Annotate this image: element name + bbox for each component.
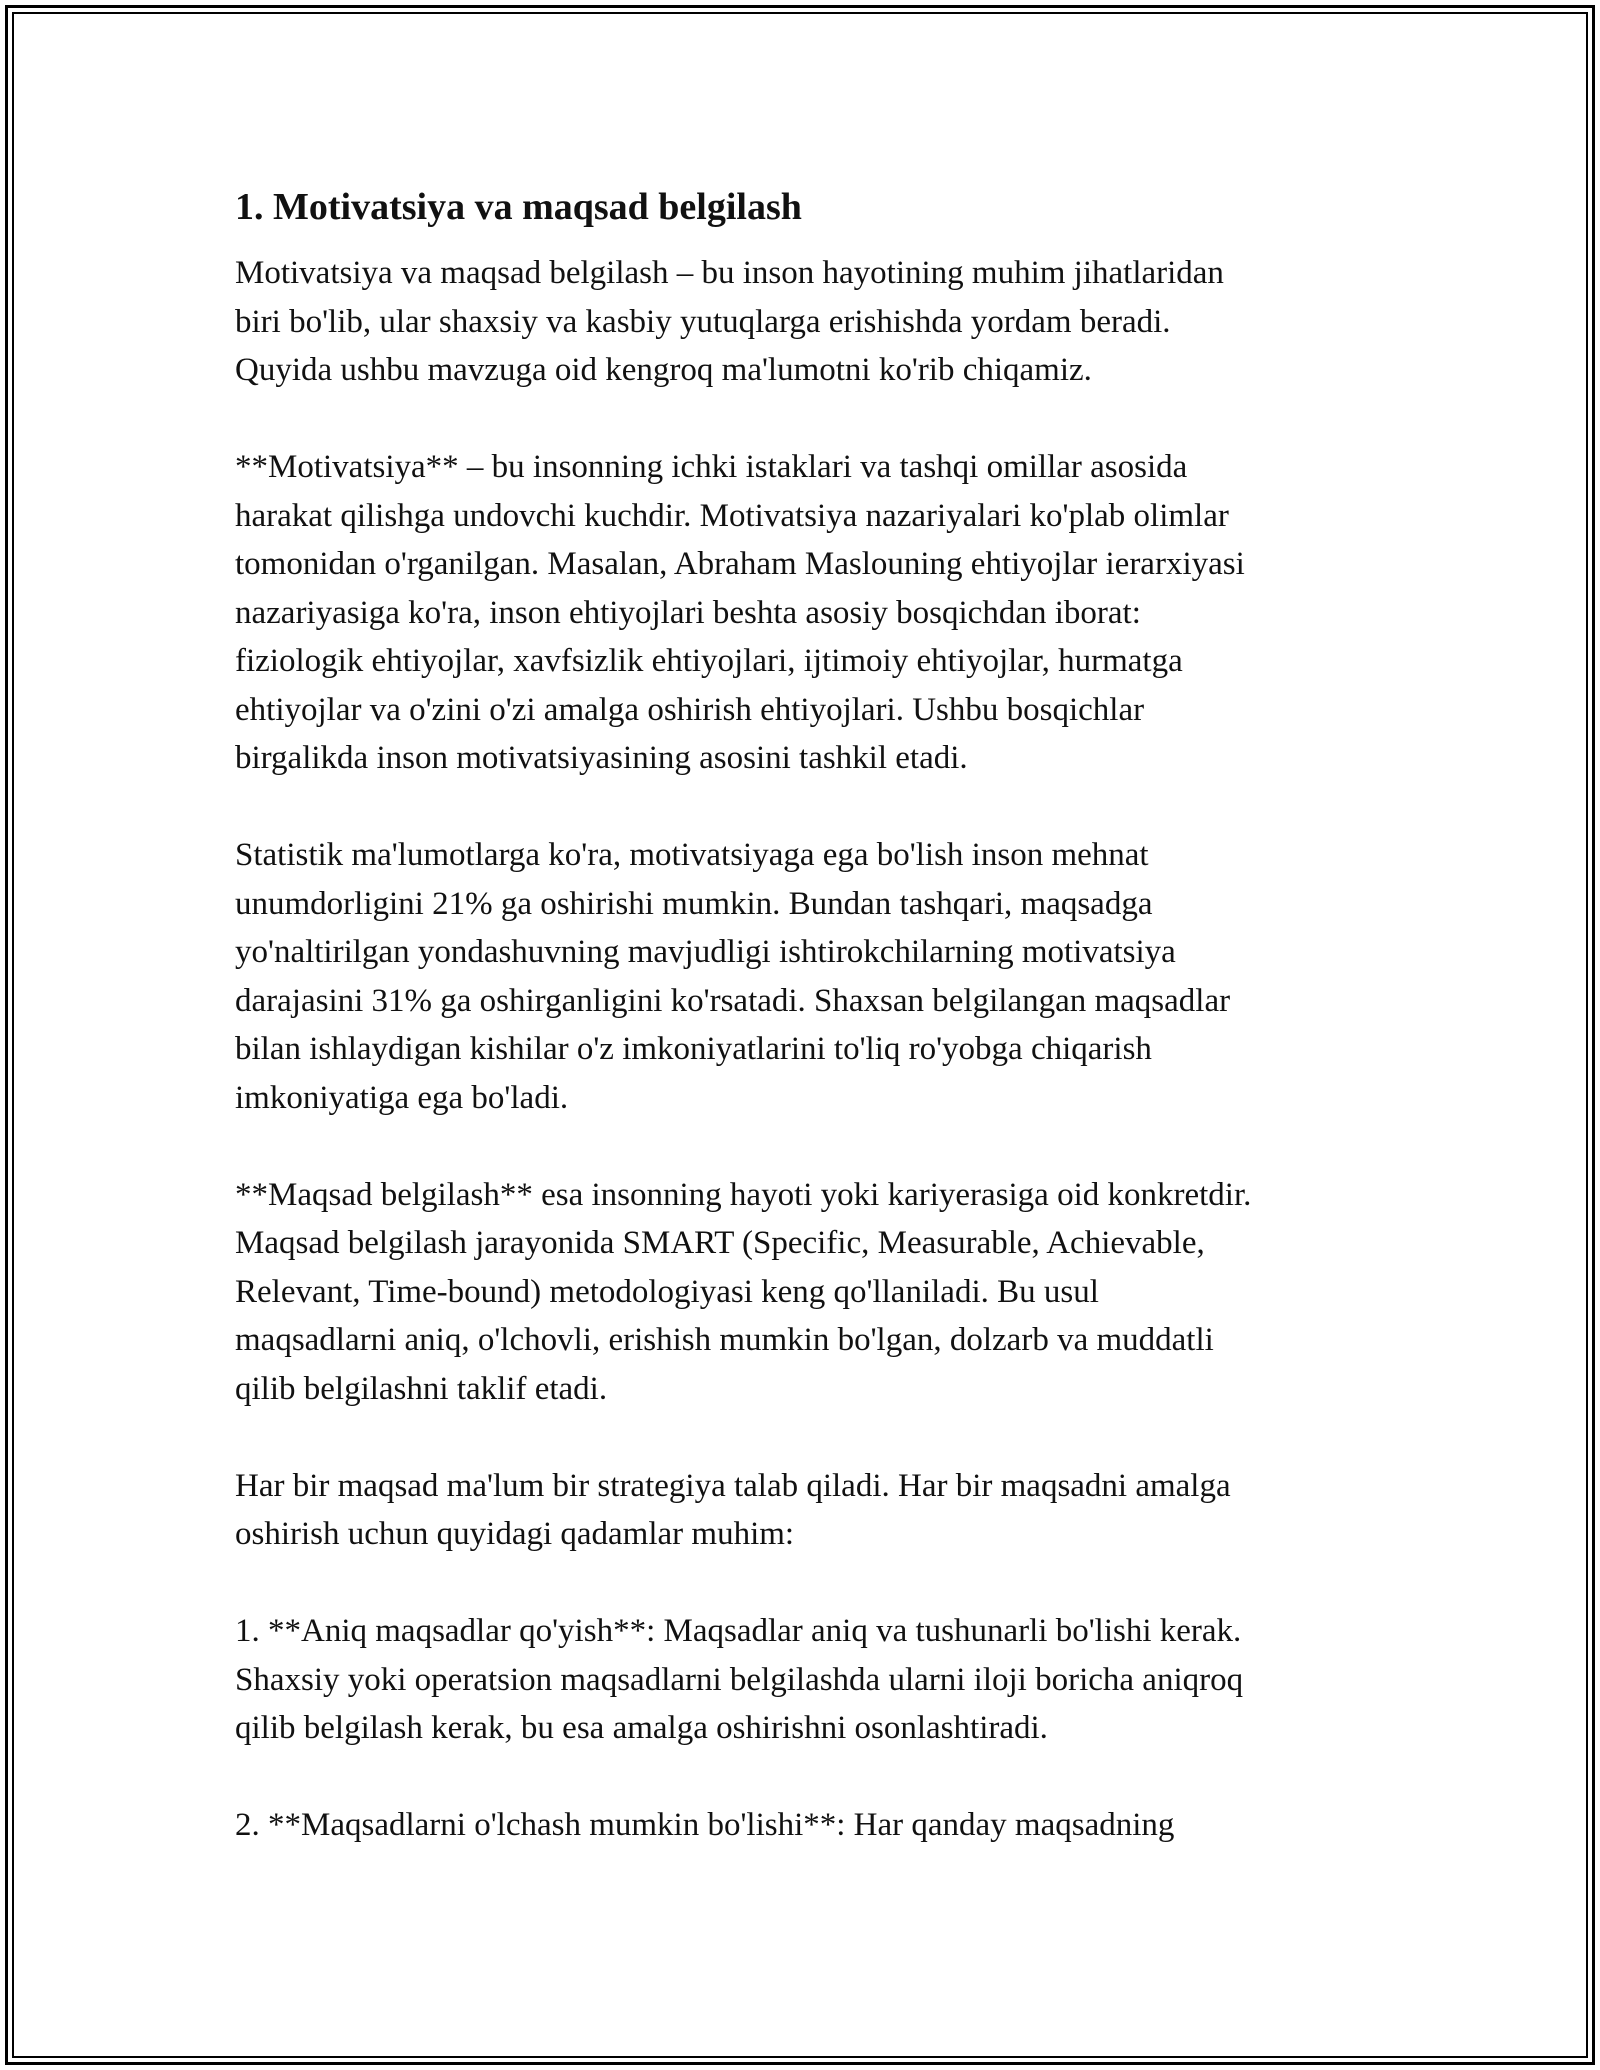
paragraph-goal-setting: **Maqsad belgilash** esa insonning hayoti yoki kariyerasiga oid konkretdir. Maqsad belgilash jarayonida SMART (Specific, Measurable, Achievable, Relevant, Time-bound) metodologiyasi keng qo'llaniladi. Bu usul maqsadlarni aniq, o'lchovli, erishish mumkin bo'lgan, dolzarb va muddatli qilib belgilashni taklif etadi. (235, 1176, 1252, 1407)
list-item-step-1: 1. **Aniq maqsadlar qo'yish**: Maqsadlar aniq va tushunarli bo'lishi kerak. Shaxsiy yoki operatsion maqsadlarni belgilashda ularni iloji boricha aniqroq qilib belgilash kerak, bu esa amalga oshirishni osonlashtiradi. (235, 1613, 1244, 1746)
paragraph-strategy: Har bir maqsad ma'lum bir strategiya talab qiladi. Har bir maqsadni amalga oshirish uchun quyidagi qadamlar muhim: (235, 1467, 1231, 1552)
document-heading: 1. Motivatsiya va maqsad belgilash (235, 186, 802, 228)
paragraph-motivation: **Motivatsiya** – bu insonning ichki istaklari va tashqi omillar asosida harakat qilishga undovchi kuchdir. Motivatsiya nazariyalari ko'plab olimlar tomonidan o'rganilgan. Masalan, Abraham Maslouning ehtiyojlar ierarxiyasi nazariyasiga ko'ra, inson ehtiyojlari beshta asosiy bosqichdan iborat: fiziologik ehtiyojlar, xavfsizlik ehtiyojlari, ijtimoiy ehtiyojlar, hurmatga ehtiyojlar va o'zini o'zi amalga oshirish ehtiyojlari. Ushbu bosqichlar birgalikda inson motivatsiyasining asosini tashkil etadi. (235, 449, 1245, 776)
list-item-step-2: 2. **Maqsadlarni o'lchash mumkin bo'lishi**: Har qanday maqsadning (235, 1807, 1175, 1843)
document-body (235, 183, 1385, 1898)
paragraph-intro: Motivatsiya va maqsad belgilash – bu inson hayotining muhim jihatlaridan biri bo'lib, ular shaxsiy va kasbiy yutuqlarga erishishda yordam beradi. Quyida ushbu mavzuga oid kengroq ma'lumotni ko'rib chiqamiz. (235, 255, 1224, 388)
paragraph-statistics: Statistik ma'lumotlarga ko'ra, motivatsiyaga ega bo'lish inson mehnat unumdorligini 21% ga oshirishi mumkin. Bundan tashqari, maqsadga yo'naltirilgan yondashuvning mavjudligi ishtirokchilarning motivatsiya darajasini 31% ga oshirganligini ko'rsatadi. Shaxsan belgilangan maqsadlar bilan ishlaydigan kishilar o'z imkoniyatlarini to'liq ro'yobga chiqarish imkoniyatiga ega bo'ladi. (235, 837, 1231, 1116)
